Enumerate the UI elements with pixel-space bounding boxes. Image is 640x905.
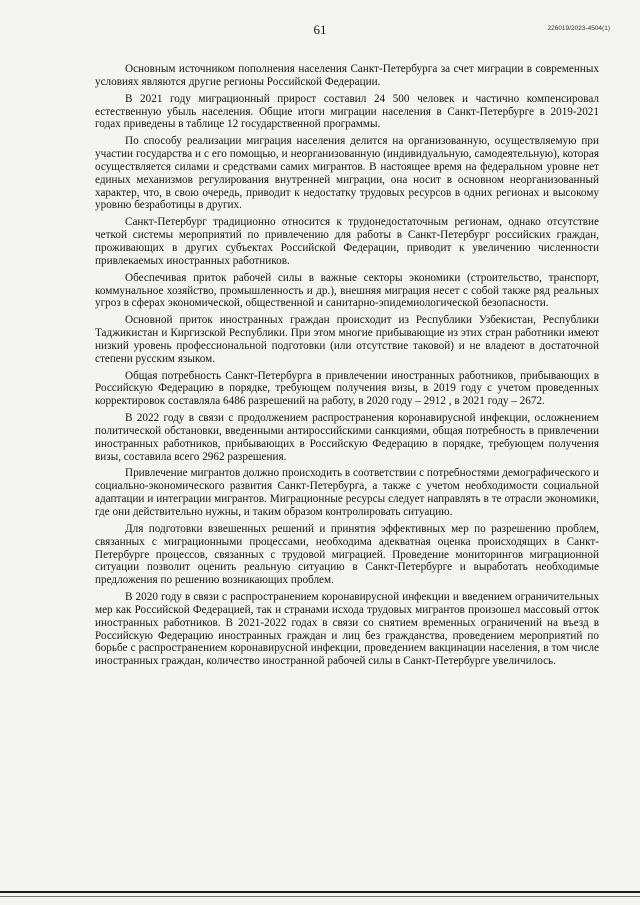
paragraph-2: В 2021 году миграционный прирост составил 24 500 человек и частично компенсировал естественную убыль населения. Общие итоги миграции населения в Санкт-Петербурге в 2019-2021 годах приведены в таблице 12 государственной программы. bbox=[95, 92, 599, 131]
paragraph-8: В 2022 году в связи с продолжением распространения коронавирусной инфекции, осложнением политической обстановки, введенными антироссийскими санкциями, общая потребность в привлечении иностранных работников, прибывающих в Российскую Федерацию в порядке, требующем получения визы, составила всего 2962 разрешения. bbox=[95, 412, 599, 463]
paragraph-6: Основной приток иностранных граждан происходит из Республики Узбекистан, Республики Таджикистан и Киргизской Республики. При этом многие прибывающие из этих стран работники имеют низкий уровень профессиональной подготовки (или отсутствие таковой) и не владеют в достаточной степени русским языком. bbox=[95, 314, 599, 365]
page-number: 61 bbox=[313, 22, 327, 37]
paragraph-9: Привлечение мигрантов должно происходить в соответствии с потребностями демографического и социально-экономического развития Санкт-Петербурга, а также с учетом необходимости социальной адаптации и интеграции мигрантов. Миграционные ресурсы следует направлять в те отрасли экономики, где они действительно нужны, и таким образом контролировать ситуацию. bbox=[95, 467, 599, 518]
document-id: 226019/2023-4504(1) bbox=[547, 25, 610, 32]
paragraph-10: Для подготовки взвешенных решений и принятия эффективных мер по разрешению проблем, связанных с миграционными процессами, необходима адекватная оценка происходящих в Санкт-Петербурге процессов, связанных с трудовой миграцией. Проведение мониторингов миграционной ситуации позволит оценить реальную ситуацию в Санкт-Петербурге и выработать необходимые предложения по решению возникающих проблем. bbox=[95, 522, 599, 587]
paragraph-4: Санкт-Петербург традиционно относится к трудонедостаточным регионам, однако отсутствие четкой системы мероприятий по привлечению для работы в Санкт-Петербург российских граждан, проживающих в других субъектах Российской Федерации, приводит к увеличению численности привлекаемых иностранных работников. bbox=[95, 216, 599, 267]
document-body bbox=[95, 63, 599, 672]
scan-edge-line-thin bbox=[0, 896, 640, 897]
paragraph-5: Обеспечивая приток рабочей силы в важные секторы экономики (строительство, транспорт, коммунальное хозяйство, промышленность и др.), внешняя миграция несет с собой также ряд реальных угроз в сферах экономической, общественной и санитарно-эпидемиологической безопасности. bbox=[95, 271, 599, 310]
paragraph-1: Основным источником пополнения населения Санкт-Петербурга за счет миграции в современных условиях являются другие регионы Российской Федерации. bbox=[95, 63, 599, 88]
paragraph-7: Общая потребность Санкт-Петербурга в привлечении иностранных работников, прибывающих в Российскую Федерацию в порядке, требующем получения визы, в 2019 году с учетом проведенных корректировок составляла 6486 разрешений на работу, в 2020 году – 2912 , в 2021 году – 2672. bbox=[95, 369, 599, 408]
scan-edge-line bbox=[0, 891, 640, 893]
paragraph-11: В 2020 году в связи с распространением коронавирусной инфекции и введением ограничительных мер как Российской Федерацией, так и странами исхода трудовых мигрантов произошел массовый отток иностранных работников. В 2021-2022 годах в связи со снятием временных ограничений на въезд в Российскую Федерацию иностранных граждан и лиц без гражданства, проведением мероприятий по борьбе с распространением коронавирусной инфекции, проведением вакцинации населения, в том числе иностранных граждан, количество иностранной рабочей силы в Санкт-Петербурге увеличилось. bbox=[95, 591, 599, 668]
paragraph-3: По способу реализации миграция населения делится на организованную, осуществляемую при участии государства и с его помощью, и неорганизованную (индивидуальную, самодеятельную), которая осуществляется силами и средствами самих мигрантов. В настоящее время на федеральном уровне нет единых механизмов регулирования внутренней миграции, она носит в основном неорганизованный характер, что, в свою очередь, приводит к недостатку трудовых ресурсов в одних регионах и высокому уровню безработицы в других. bbox=[95, 135, 599, 212]
